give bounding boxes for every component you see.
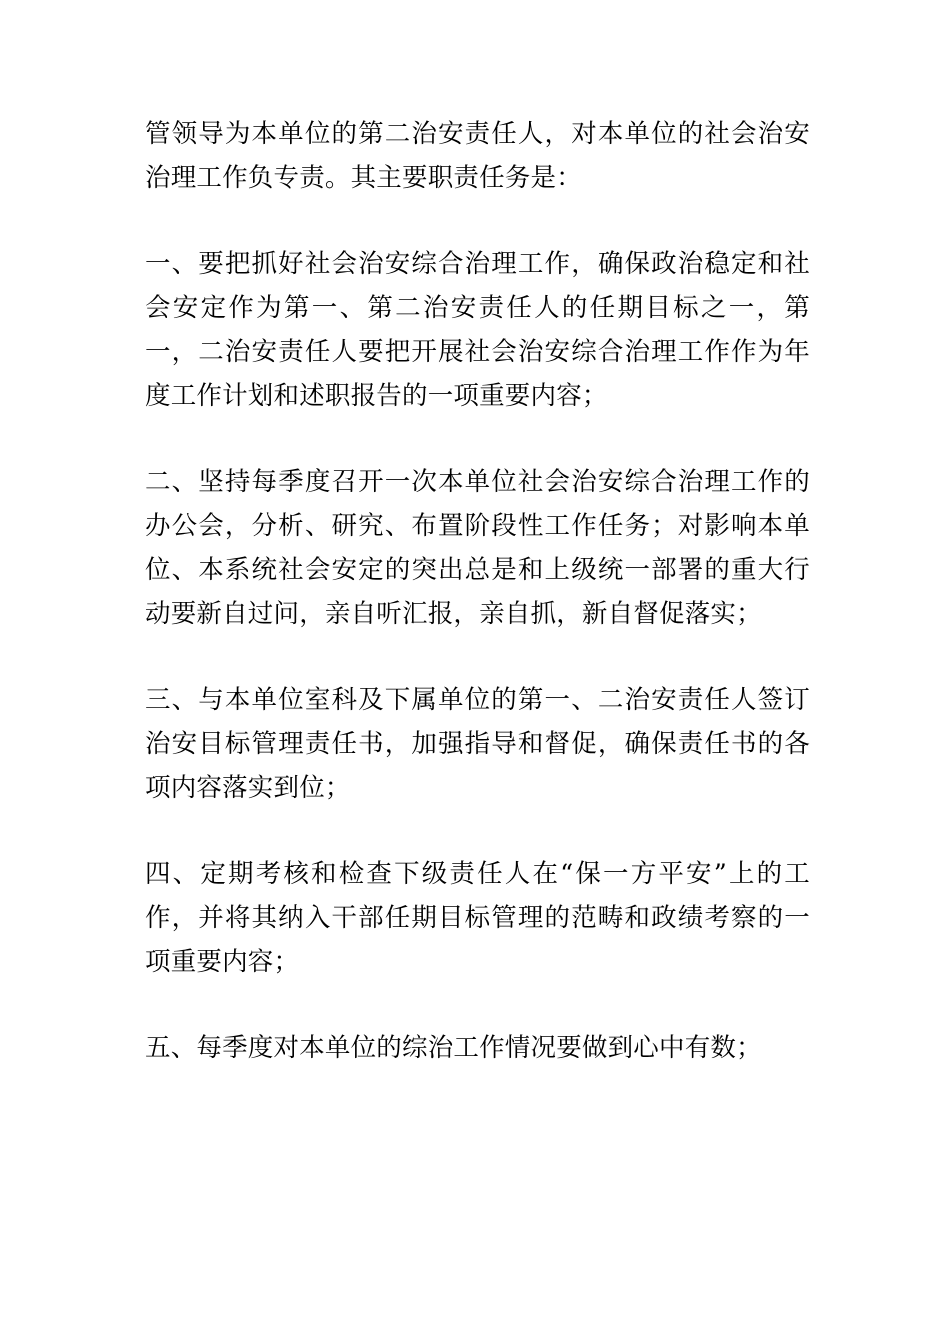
paragraph-item-1: 一、要把抓好社会治安综合治理工作，确保政治稳定和社会安定作为第一、第二治安责任人的任期目标之一，第一，二治安责任人要把开展社会治安综合治理工作作为年度工作计划和述职报告的一项重要内容；: [145, 249, 810, 411]
paragraph-item-5: 五、每季度对本单位的综治工作情况要做到心中有数；: [145, 1033, 762, 1063]
paragraph-item-2: 二、坚持每季度召开一次本单位社会治安综合治理工作的办公会，分析、研究、布置阶段性工作任务；对影响本单位、本系统社会安定的突出总是和上级统一部署的重大行动要新自过问，亲自听汇报，亲自抓，新自督促落实；: [145, 467, 810, 629]
paragraph-item-3: 三、与本单位室科及下属单位的第一、二治安责任人签订治安目标管理责任书，加强指导和督促，确保责任书的各项内容落实到位；: [145, 685, 810, 803]
paragraph-intro: 管领导为本单位的第二治安责任人，对本单位的社会治安治理工作负专责。其主要职责任务是：: [145, 119, 810, 193]
document-body: [145, 112, 810, 1112]
paragraph-item-4: 四、定期考核和检查下级责任人在“保一方平安”上的工作，并将其纳入干部任期目标管理的范畴和政绩考察的一项重要内容；: [145, 859, 810, 977]
